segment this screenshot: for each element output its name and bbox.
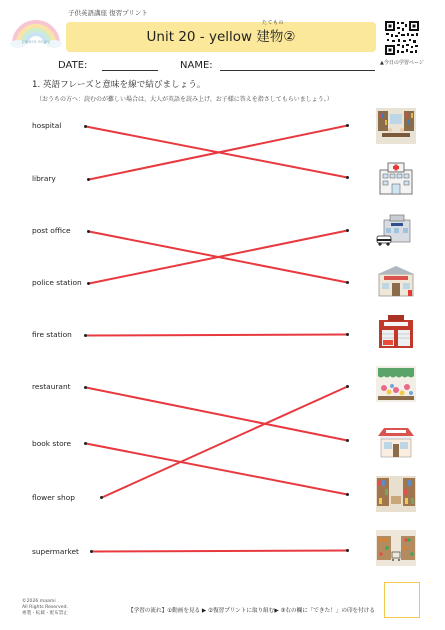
word-library: library bbox=[32, 174, 56, 183]
flower-shop-icon bbox=[376, 366, 416, 402]
answer-line bbox=[86, 335, 348, 336]
page-subtitle: 子供英語講座 復習プリント bbox=[68, 9, 148, 17]
word-hospital: hospital bbox=[32, 121, 62, 130]
word-fire-station: fire station bbox=[32, 330, 72, 339]
right-dot[interactable] bbox=[346, 124, 349, 127]
date-label: DATE: bbox=[58, 60, 88, 71]
word-post-office: post office bbox=[32, 226, 71, 235]
supermarket-interior-icon bbox=[376, 530, 416, 566]
answer-line bbox=[89, 126, 348, 180]
answer-line bbox=[102, 387, 348, 498]
title-ruby: たてもの bbox=[262, 20, 285, 26]
word-flower-shop: flower shop bbox=[32, 493, 75, 502]
fire-station-icon bbox=[376, 314, 416, 350]
name-label: NAME: bbox=[180, 60, 213, 71]
right-dot[interactable] bbox=[346, 333, 349, 336]
left-dot[interactable] bbox=[87, 282, 90, 285]
left-dot[interactable] bbox=[84, 442, 87, 445]
instruction-text: 1. 英語フレーズと意味を線で結びましょう。 bbox=[32, 80, 206, 90]
right-dot[interactable] bbox=[346, 493, 349, 496]
police-station-icon bbox=[376, 212, 416, 248]
left-dot[interactable] bbox=[100, 496, 103, 499]
logo-text: please enjoy bbox=[21, 40, 51, 45]
right-dot[interactable] bbox=[346, 549, 349, 552]
post-office-icon bbox=[376, 264, 416, 300]
right-dot[interactable] bbox=[346, 385, 349, 388]
left-dot[interactable] bbox=[84, 125, 87, 128]
completion-check-box[interactable] bbox=[384, 582, 420, 618]
right-dot[interactable] bbox=[346, 439, 349, 442]
word-supermarket: supermarket bbox=[32, 547, 79, 556]
book-store-interior-icon bbox=[376, 476, 416, 512]
left-dot[interactable] bbox=[87, 230, 90, 233]
left-dot[interactable] bbox=[84, 386, 87, 389]
answer-line bbox=[86, 388, 348, 441]
hospital-building-icon bbox=[376, 160, 416, 196]
parent-note: （おうちの方へ：読むのが難しい場合は、大人が英語を読み上げ、お子様に答えを指さしてもらいましょう。） bbox=[36, 96, 333, 103]
word-book-store: book store bbox=[32, 439, 72, 448]
copyright: ©2026 maami All Rights Reserved. 複製・転載・配布禁止 bbox=[22, 599, 68, 616]
left-dot[interactable] bbox=[90, 550, 93, 553]
restaurant-icon bbox=[376, 424, 416, 460]
left-dot[interactable] bbox=[87, 178, 90, 181]
right-dot[interactable] bbox=[346, 176, 349, 179]
right-dot[interactable] bbox=[346, 229, 349, 232]
word-police-station: police station bbox=[32, 278, 82, 287]
answer-line bbox=[92, 551, 348, 552]
word-restaurant: restaurant bbox=[32, 382, 71, 391]
page-title: Unit 20 - yellow 建物② bbox=[146, 29, 296, 45]
left-dot[interactable] bbox=[84, 334, 87, 337]
library-interior-icon bbox=[376, 108, 416, 144]
qr-caption: ▲今日の学習ページ bbox=[380, 60, 424, 66]
right-dot[interactable] bbox=[346, 281, 349, 284]
learning-flow: 【学習の流れ】①動画を見る ▶ ②復習プリントに取り組む▶ ③右の欄に「できた！」の印を付ける bbox=[128, 608, 375, 614]
